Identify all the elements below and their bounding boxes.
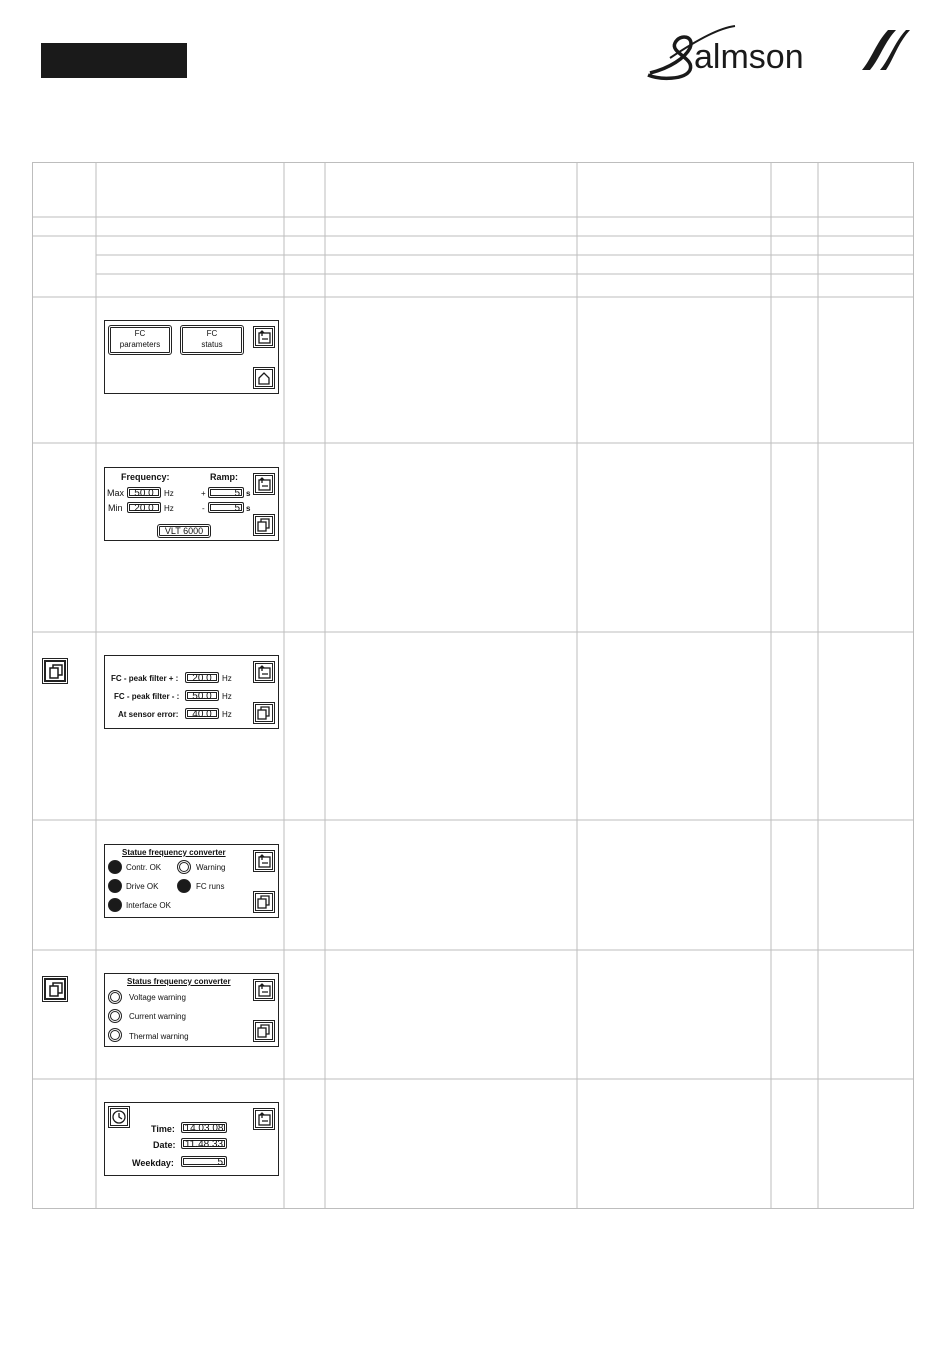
- page-icon: [257, 1024, 271, 1038]
- unit-hz: Hz: [222, 710, 232, 719]
- date-field[interactable]: 11.48.33: [181, 1138, 227, 1149]
- fc-runs-indicator: [177, 879, 191, 893]
- interface-ok-label: Interface OK: [126, 901, 171, 910]
- page-icon[interactable]: [42, 658, 68, 684]
- back-icon: [257, 477, 271, 491]
- button-label: FC: [206, 329, 218, 338]
- time-field[interactable]: 14.03.08: [181, 1122, 227, 1133]
- frequency-ramp-panel: [104, 467, 279, 541]
- fc-status-button[interactable]: [180, 325, 244, 355]
- button-label: parameters: [119, 340, 161, 349]
- peak-filter-plus-label: FC - peak filter + :: [111, 674, 179, 683]
- max-unit: Hz: [164, 489, 174, 498]
- page-icon[interactable]: [42, 976, 68, 1002]
- max-label: Max: [107, 488, 125, 498]
- contr-ok-indicator: [108, 860, 122, 874]
- back-icon: [257, 854, 271, 868]
- brand-logo: [640, 18, 910, 88]
- fc-runs-label: FC runs: [196, 882, 225, 891]
- voltage-warning-label: Voltage warning: [129, 993, 186, 1002]
- page-icon: [257, 895, 271, 909]
- drive-ok-indicator: [108, 879, 122, 893]
- ramp-label: Ramp:: [210, 472, 239, 482]
- home-icon: [257, 371, 271, 385]
- back-button[interactable]: [253, 979, 275, 1001]
- unit-hz: Hz: [222, 674, 232, 683]
- header-black-block: [41, 43, 187, 78]
- clock-panel: [104, 1102, 279, 1176]
- home-button[interactable]: [253, 367, 275, 389]
- min-unit: Hz: [164, 504, 174, 513]
- button-label: FC: [134, 329, 146, 338]
- fc-status-panel: [104, 844, 279, 918]
- ramp-down-unit: s: [246, 504, 251, 513]
- min-frequency-field[interactable]: 20.0: [127, 502, 161, 513]
- sensor-error-field[interactable]: 40.0: [185, 708, 219, 719]
- weekday-field[interactable]: 5: [181, 1156, 227, 1167]
- frequency-label: Frequency:: [121, 472, 170, 482]
- peak-filter-plus-field[interactable]: 20.0: [185, 672, 219, 683]
- ramp-plus-sign: +: [201, 489, 206, 498]
- back-icon: [257, 983, 271, 997]
- interface-ok-indicator: [108, 898, 122, 912]
- page-icon: [257, 518, 271, 532]
- fc-menu-panel: [104, 320, 279, 394]
- back-button[interactable]: [253, 473, 275, 495]
- unit-hz: Hz: [222, 692, 232, 701]
- current-warning-label: Current warning: [129, 1012, 186, 1021]
- voltage-warning-indicator: [108, 990, 122, 1004]
- ramp-up-field[interactable]: 5: [208, 487, 244, 498]
- back-icon: [257, 665, 271, 679]
- next-page-button[interactable]: [253, 1020, 275, 1042]
- logo-wordmark: almson: [694, 38, 804, 76]
- thermal-warning-indicator: [108, 1028, 122, 1042]
- contr-ok-label: Contr. OK: [126, 863, 162, 872]
- ramp-minus-sign: -: [202, 504, 205, 513]
- min-label: Min: [108, 503, 123, 513]
- clock-button[interactable]: [108, 1106, 130, 1128]
- thermal-warning-label: Thermal warning: [129, 1032, 189, 1041]
- date-label: Date:: [153, 1140, 176, 1150]
- fc-warning-panel: [104, 973, 279, 1047]
- back-button[interactable]: [253, 661, 275, 683]
- ramp-down-field[interactable]: 5: [208, 502, 244, 513]
- fc-parameters-button[interactable]: [108, 325, 172, 355]
- clock-icon: [112, 1110, 126, 1124]
- back-button[interactable]: [253, 1108, 275, 1130]
- next-page-button[interactable]: [253, 702, 275, 724]
- status-title: Statue frequency converter: [122, 848, 226, 857]
- peak-filter-minus-label: FC - peak filter - :: [114, 692, 180, 701]
- drive-ok-label: Drive OK: [126, 882, 159, 891]
- back-button[interactable]: [253, 850, 275, 872]
- warning-indicator: [177, 860, 191, 874]
- status-title: Status frequency converter: [127, 977, 231, 986]
- back-button[interactable]: [253, 326, 275, 348]
- peak-filter-minus-field[interactable]: 50.0: [185, 690, 219, 701]
- model-button[interactable]: VLT 6000: [157, 524, 211, 538]
- back-icon: [257, 330, 271, 344]
- time-label: Time:: [151, 1124, 175, 1134]
- next-page-button[interactable]: [253, 514, 275, 536]
- peak-filter-panel: [104, 655, 279, 729]
- max-frequency-field[interactable]: 50.0: [127, 487, 161, 498]
- sensor-error-label: At sensor error:: [118, 710, 179, 719]
- weekday-label: Weekday:: [132, 1158, 174, 1168]
- salmson-logo: [640, 18, 910, 88]
- button-label: status: [201, 340, 223, 349]
- warning-label: Warning: [196, 863, 226, 872]
- current-warning-indicator: [108, 1009, 122, 1023]
- next-page-button[interactable]: [253, 891, 275, 913]
- ramp-up-unit: s: [246, 489, 251, 498]
- page-icon: [257, 706, 271, 720]
- back-icon: [257, 1112, 271, 1126]
